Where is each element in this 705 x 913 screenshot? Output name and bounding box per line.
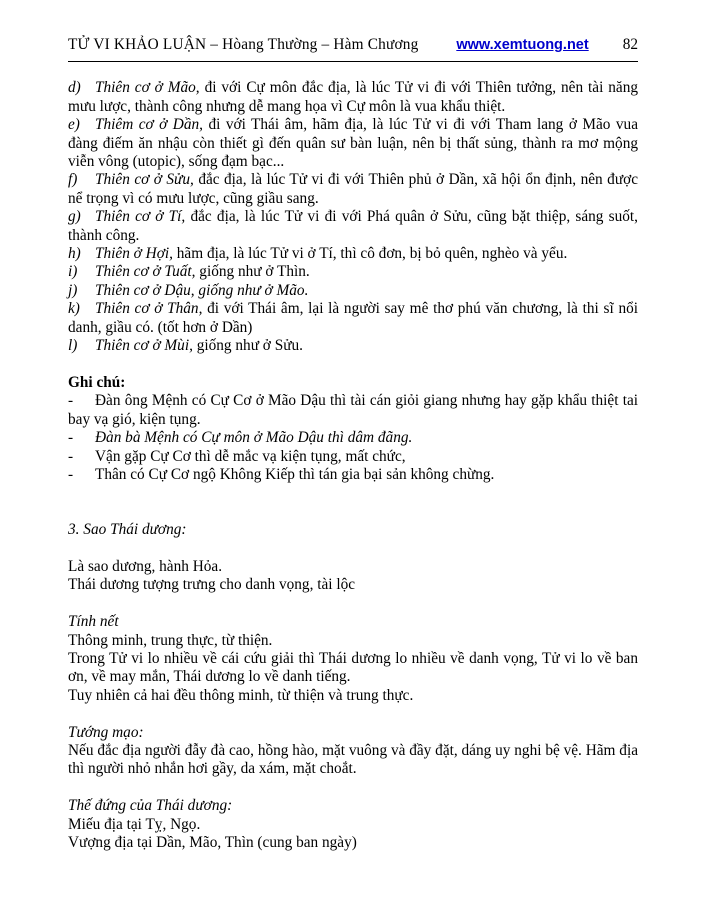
note-item xyxy=(68,448,638,466)
item-lead: Thiên cơ ở Tí, xyxy=(95,208,186,226)
header-title: TỬ VI KHẢO LUẬN – Hòang Thường – Hàm Chương xyxy=(68,36,419,53)
item-lead: Thiêm cơ ở Dần, xyxy=(95,116,203,134)
bullet-dash: - xyxy=(68,447,74,465)
list-item-d xyxy=(68,79,638,116)
item-label: d) xyxy=(68,79,81,97)
notes-heading: Ghi chú: xyxy=(68,373,126,391)
item-lead: Thiên cơ ở Sửu, xyxy=(95,171,194,189)
paragraph: Miếu địa tại Tỵ, Ngọ. xyxy=(68,815,201,833)
item-text: giống như ở Thìn. xyxy=(195,263,310,281)
note-item xyxy=(68,466,638,484)
note-text: Thân có Cự Cơ ngộ Không Kiếp thì tán gia bại sản không chừng. xyxy=(95,465,495,483)
item-text: đắc địa, là lúc Tử vi đi với Thiên phủ ở Dần, xã hội ổn định, nên được nể trọng vì có mưu lược, cũng giầu sang. xyxy=(68,171,638,207)
list-item-l xyxy=(68,337,638,355)
page-number: 82 xyxy=(622,36,638,53)
paragraph: Vượng địa tại Dần, Mão, Thìn (cung ban ngày) xyxy=(68,833,357,851)
item-label: i) xyxy=(68,263,78,281)
bullet-dash: - xyxy=(68,392,74,410)
list-item-e xyxy=(68,116,638,171)
subheading-tuong-mao: Tướng mạo: xyxy=(68,723,144,741)
paragraph: Trong Tử vi lo nhiều về cái cứu giải thì Thái dương lo nhiều về danh vọng, Tử vi lo về ban ơn, về may mắn, Thái dương lo về danh tiếng. xyxy=(68,649,638,686)
item-lead: Thiên ở Hợi, xyxy=(95,245,173,263)
item-text: đi với Thái âm, hãm địa, là lúc Tử vi đi với Tham lang ở Mão vua đàng điếm ăn nhậu còn thiết gì đến quân sư bàn luận, nên bị thất sủng, thành ra mơ mộng viễn vông (utopic), sống đạm bạc... xyxy=(68,116,638,171)
item-label: h) xyxy=(68,245,81,263)
item-text: giống như ở Sửu. xyxy=(192,337,303,355)
item-label: l) xyxy=(68,337,78,355)
note-item xyxy=(68,429,638,447)
intro-line: Là sao dương, hành Hỏa. xyxy=(68,557,223,575)
item-label: e) xyxy=(68,116,80,134)
subheading-tinh-net: Tính nết xyxy=(68,613,119,631)
note-text: Đàn ông Mệnh có Cự Cơ ở Mão Dậu thì tài cán giỏi giang nhưng hay gặp khẩu thiệt tai bay vạ gió, kiện tụng. xyxy=(68,392,638,428)
list-item-i xyxy=(68,263,638,281)
subheading-the-dung: Thế đứng của Thái dương: xyxy=(68,797,233,815)
list-item-f xyxy=(68,171,638,208)
item-lead: Thiên cơ ở Mùi, xyxy=(95,337,193,355)
section-heading-thai-duong: 3. Sao Thái dương: xyxy=(68,521,187,539)
item-lead: Thiên cơ ở Thân, xyxy=(95,300,203,318)
list-item-g xyxy=(68,208,638,245)
paragraph: Tuy nhiên cả hai đều thông minh, từ thiện và trung thực. xyxy=(68,686,414,704)
item-lead: Thiên cơ ở Tuất, xyxy=(95,263,196,281)
item-label: j) xyxy=(68,281,78,299)
item-text: đắc địa, là lúc Tử vi đi với Phá quân ở Sửu, cũng bặt thiệp, sáng suốt, thành công. xyxy=(68,208,638,244)
item-text: đi với Cự môn đắc địa, là lúc Tử vi đi với Thiên tưởng, nên tài năng mưu lược, thành công nhưng dễ mang họa vì Cự môn là vua khẩu thiệt. xyxy=(68,79,638,115)
item-lead: Thiên cơ ở Mão, xyxy=(95,79,200,97)
page-header xyxy=(68,36,638,62)
paragraph: Thông minh, trung thực, từ thiện. xyxy=(68,631,273,649)
list-item-k xyxy=(68,300,638,337)
header-website-link[interactable]: www.xemtuong.net xyxy=(456,37,589,53)
note-text: Vận gặp Cự Cơ thì dễ mắc vạ kiện tụng, mất chức, xyxy=(95,447,406,465)
bullet-dash: - xyxy=(68,429,74,447)
list-item-j xyxy=(68,282,638,300)
document-body xyxy=(68,79,638,852)
note-text: Đàn bà Mệnh có Cự môn ở Mão Dậu thì dâm đãng. xyxy=(95,429,413,447)
intro-line: Thái dương tượng trưng cho danh vọng, tài lộc xyxy=(68,576,356,594)
item-label: f) xyxy=(68,171,78,189)
item-label: k) xyxy=(68,300,80,318)
item-lead: Thiên cơ ở Dậu, giống như ở Mão. xyxy=(95,281,309,299)
item-text: hãm địa, là lúc Tử vi ở Tí, thì cô đơn, bị bỏ quên, nghèo và yểu. xyxy=(172,245,568,263)
list-item-h xyxy=(68,245,638,263)
item-text: đi với Thái âm, lại là người say mê thơ phú văn chương, là thi sĩ nổi danh, giầu có. (tốt hơn ở Dần) xyxy=(68,300,638,336)
paragraph: Nếu đắc địa người đẫy đà cao, hồng hào, mặt vuông và đầy đặt, dáng uy nghi bệ vệ. Hãm địa thì người nhỏ nhắn hơi gầy, da xám, mặt choắt. xyxy=(68,741,638,778)
bullet-dash: - xyxy=(68,465,74,483)
item-label: g) xyxy=(68,208,81,226)
note-item xyxy=(68,392,638,429)
